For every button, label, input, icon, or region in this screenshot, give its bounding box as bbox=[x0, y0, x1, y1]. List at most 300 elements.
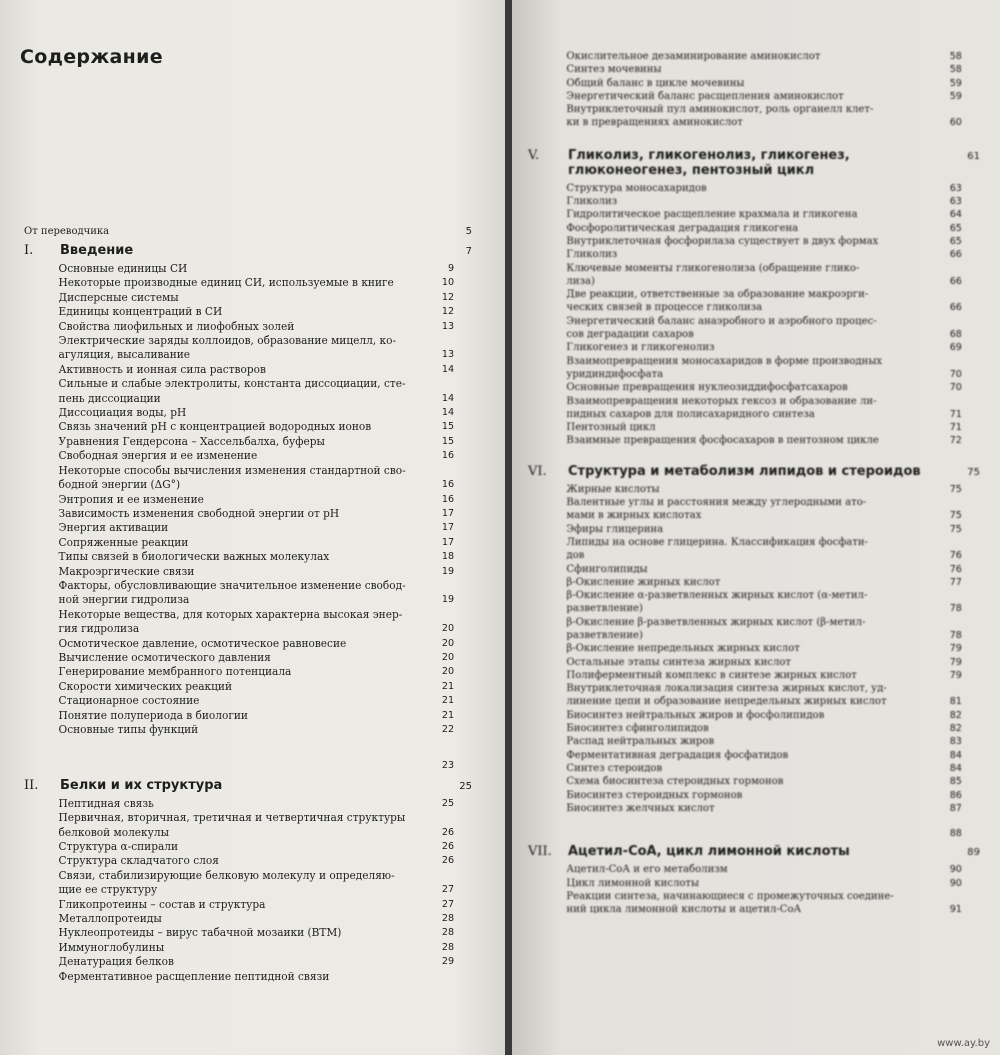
toc-entry bbox=[24, 579, 454, 593]
toc-entry-text: Основные типы функций bbox=[58, 723, 199, 736]
toc-entry-page: 68 bbox=[949, 329, 962, 341]
toc-entry-text: дов bbox=[566, 549, 585, 562]
toc-entry bbox=[528, 275, 962, 288]
toc-entry-text: Синтез мочевины bbox=[566, 63, 662, 76]
chapter-number: V. bbox=[528, 147, 540, 163]
toc-entry-text: ческих связей в процессе гликолиза bbox=[566, 301, 763, 314]
toc-entry-text: Цикл лимонной кислоты bbox=[566, 876, 700, 889]
chapter-page: 89 bbox=[967, 847, 980, 859]
toc-entry-page: 19 bbox=[441, 565, 455, 577]
toc-entry bbox=[528, 616, 962, 629]
toc-entry-text: β-Окисление жирных кислот bbox=[566, 575, 721, 588]
toc-entry bbox=[528, 421, 962, 434]
toc-entry-text: Основные единицы СИ bbox=[58, 262, 188, 275]
toc-entry-page: 87 bbox=[949, 802, 962, 814]
chapter-number: VII. bbox=[528, 844, 552, 860]
toc-entry-page: 18 bbox=[441, 551, 455, 563]
toc-entry-page: 17 bbox=[441, 522, 455, 534]
chapter-title: Ацетил-СоА, цикл лимонной кислоты bbox=[568, 844, 850, 860]
toc-entry-page: 63 bbox=[949, 196, 962, 208]
toc-entry bbox=[528, 890, 962, 903]
chapter-page: 7 bbox=[465, 246, 472, 257]
toc-entry-text: Взаимопревращения некоторых гексоз и образование ли- bbox=[566, 394, 877, 407]
toc-entry-page: 20 bbox=[441, 666, 455, 678]
toc-translator bbox=[24, 226, 472, 237]
toc-entry-text: Эфиры глицерина bbox=[566, 522, 664, 535]
toc-entry-text: Иммуноглобулины bbox=[58, 940, 165, 954]
toc-entry-page: 85 bbox=[949, 776, 962, 788]
toc-chapter bbox=[528, 844, 980, 859]
toc-entry bbox=[24, 680, 454, 694]
toc-entry-page: 15 bbox=[441, 421, 455, 433]
toc-entry bbox=[528, 749, 962, 762]
toc-entry bbox=[528, 722, 962, 735]
toc-entry-text: Электрические заряды коллоидов, образование мицелл, ко- bbox=[58, 334, 397, 348]
toc-entry-page: 69 bbox=[949, 342, 962, 354]
toc-entry-text: ний цикла лимонной кислоты и ацетил-СоА bbox=[566, 903, 802, 916]
toc-entry-text: Металлопротеиды bbox=[58, 912, 162, 926]
toc-entry-page: 20 bbox=[441, 637, 455, 649]
toc-page-number-value: 23 bbox=[441, 760, 455, 772]
toc-entry bbox=[24, 478, 454, 492]
left-toc bbox=[24, 226, 472, 984]
toc-entry-text: Первичная, вторичная, третичная и четвертичная структуры bbox=[58, 811, 406, 825]
toc-entry bbox=[528, 262, 962, 275]
toc-entry-text: Зависимость изменения свободной энергии от pH bbox=[58, 506, 340, 520]
toc-entry bbox=[24, 377, 454, 391]
toc-entry-text: Полиферментный комплекс в синтезе жирных кислот bbox=[566, 668, 857, 681]
toc-entry-text: Связи, стабилизирующие белковую молекулу и определяю- bbox=[58, 868, 395, 882]
toc-entry-text: Внутриклеточная фосфорилаза существует в двух формах bbox=[566, 234, 879, 247]
toc-entry-page: 28 bbox=[441, 927, 455, 939]
toc-entry-page: 21 bbox=[441, 709, 455, 721]
toc-entry-text: Фосфоролитическая деградация гликогена bbox=[566, 221, 799, 234]
toc-entry-page: 9 bbox=[447, 263, 455, 274]
chapter-number: VI. bbox=[528, 463, 547, 479]
toc-entry-text: Стационарное состояние bbox=[58, 694, 200, 708]
toc-entry bbox=[528, 315, 962, 328]
toc-entry-page: 81 bbox=[949, 696, 962, 708]
toc-entry-page: 14 bbox=[441, 392, 455, 404]
toc-entry bbox=[528, 863, 962, 876]
toc-entry bbox=[528, 709, 962, 722]
toc-page-number bbox=[24, 759, 454, 773]
toc-entry-page: 90 bbox=[949, 864, 962, 876]
toc-page-number bbox=[528, 827, 962, 840]
toc-entry-page: 79 bbox=[949, 656, 962, 668]
toc-entry-text: Макроэргические связи bbox=[58, 564, 195, 578]
toc-entry-page: 65 bbox=[949, 222, 962, 234]
toc-entry-text: Гликолиз bbox=[566, 248, 618, 261]
toc-entry-text: Некоторые способы вычисления изменения стандартной сво- bbox=[58, 463, 406, 477]
toc-entry bbox=[24, 291, 454, 305]
toc-entry bbox=[24, 854, 454, 868]
toc-entry-text: Сопряженные реакции bbox=[58, 535, 189, 549]
toc-entry bbox=[528, 523, 962, 536]
toc-entry-page: 58 bbox=[949, 64, 962, 76]
toc-entry bbox=[24, 536, 454, 550]
toc-entry bbox=[24, 883, 454, 897]
toc-entry-text: Биосинтез сфинголипидов bbox=[566, 722, 709, 735]
chapter-title: Введение bbox=[60, 243, 134, 258]
toc-entry-page: 26 bbox=[441, 826, 455, 838]
toc-entry-text: Сильные и слабые электролиты, константа диссоциации, сте- bbox=[58, 377, 406, 391]
toc-entry bbox=[528, 355, 962, 368]
toc-entry-text: Гликопротеины – состав и структура bbox=[58, 897, 266, 911]
toc-entry bbox=[24, 435, 454, 449]
toc-entry bbox=[528, 408, 962, 421]
toc-entry bbox=[24, 406, 454, 420]
toc-entry-text: β-Окисление β-разветвленных жирных кислот (β-метил- bbox=[566, 615, 866, 628]
toc-entry-page: 75 bbox=[949, 510, 962, 522]
toc-entry bbox=[528, 877, 962, 890]
toc-entry bbox=[24, 348, 454, 362]
toc-entry-text: Энергетический баланс расщепления аминокислот bbox=[566, 89, 844, 102]
toc-entry bbox=[24, 449, 454, 463]
chapter-title: Структура и метаболизм липидов и стероидов bbox=[568, 463, 921, 479]
toc-entry-page: 78 bbox=[949, 629, 962, 641]
toc-entry bbox=[24, 723, 454, 737]
toc-entry-text: Биосинтез нейтральных жиров и фосфолипидов bbox=[566, 708, 825, 721]
toc-entry-page: 20 bbox=[441, 623, 455, 635]
toc-entry-page: 59 bbox=[949, 77, 962, 89]
toc-entry bbox=[528, 602, 962, 615]
toc-entry-text: бодной энергии (ΔG°) bbox=[58, 478, 181, 492]
toc-entry-page: 82 bbox=[949, 709, 962, 721]
toc-entry-text: агуляция, высаливание bbox=[58, 348, 191, 362]
toc-entry-page: 12 bbox=[441, 306, 455, 318]
toc-entry bbox=[528, 63, 962, 76]
toc-entry-text: Остальные этапы синтеза жирных кислот bbox=[566, 655, 791, 668]
watermark: www.ay.by bbox=[937, 1038, 990, 1049]
toc-entry-text: Факторы, обусловливающие значительное изменение свобод- bbox=[58, 578, 406, 592]
toc-entry-page: 26 bbox=[441, 855, 455, 867]
toc-entry bbox=[24, 565, 454, 579]
toc-entry-page: 82 bbox=[949, 723, 962, 735]
toc-page-number-value: 88 bbox=[949, 828, 962, 840]
toc-entry bbox=[528, 802, 962, 815]
toc-entry-text: Свободная энергия и ее изменение bbox=[58, 449, 258, 463]
toc-entry-text: Ацетил-СоА и его метаболизм bbox=[566, 863, 728, 876]
toc-entry bbox=[528, 395, 962, 408]
right-toc bbox=[528, 50, 980, 917]
toc-chapter bbox=[24, 243, 472, 258]
toc-entry bbox=[528, 208, 962, 221]
toc-translator-page: 5 bbox=[465, 226, 472, 237]
right-page bbox=[512, 0, 1000, 1055]
toc-entry-text: Осмотическое давление, осмотическое равновесие bbox=[58, 636, 347, 650]
toc-entry-text: Взаимные превращения фосфосахаров в пентозном цикле bbox=[566, 434, 879, 447]
toc-entry bbox=[528, 656, 962, 669]
toc-entry-page: 17 bbox=[441, 536, 455, 548]
toc-entry bbox=[528, 735, 962, 748]
toc-entry-page: 14 bbox=[441, 363, 455, 375]
toc-entry-text: щие ее структуру bbox=[58, 883, 158, 897]
toc-entry-page: 83 bbox=[949, 736, 962, 748]
toc-entry bbox=[528, 589, 962, 602]
toc-entry-text: Структура складчатого слоя bbox=[58, 854, 219, 868]
toc-entry-text: Внутриклеточный пул аминокислот, роль органелл клет- bbox=[566, 103, 874, 116]
toc-entry-page: 84 bbox=[949, 749, 962, 761]
toc-entry-page: 27 bbox=[441, 898, 455, 910]
toc-entry bbox=[528, 368, 962, 381]
toc-entry bbox=[528, 222, 962, 235]
toc-entry bbox=[24, 797, 454, 811]
toc-entry-page: 14 bbox=[441, 407, 455, 419]
toc-entry-page: 66 bbox=[949, 249, 962, 261]
toc-entry-page: 22 bbox=[441, 724, 455, 735]
toc-entry-page: 72 bbox=[949, 435, 962, 447]
toc-entry-text: Биосинтез стероидных гормонов bbox=[566, 788, 743, 801]
chapter-number: I. bbox=[24, 243, 34, 258]
toc-entry-page: 16 bbox=[441, 493, 455, 505]
toc-entry-text: Структура α-спирали bbox=[58, 840, 179, 854]
toc-entry-page: 17 bbox=[441, 507, 455, 519]
toc-entry-page: 15 bbox=[441, 435, 455, 447]
toc-entry bbox=[528, 762, 962, 775]
toc-entry-page: 60 bbox=[949, 117, 962, 129]
toc-entry bbox=[528, 576, 962, 589]
toc-entry bbox=[24, 651, 454, 665]
toc-entry-text: β-Окисление непредельных жирных кислот bbox=[566, 642, 800, 655]
toc-entry-text: Генерирование мембранного потенциала bbox=[58, 665, 292, 679]
toc-entry bbox=[528, 629, 962, 642]
toc-entry-page: 19 bbox=[441, 594, 455, 606]
toc-entry bbox=[24, 363, 454, 377]
toc-entry-text: пень диссоциации bbox=[58, 391, 161, 405]
toc-entry-page: 86 bbox=[949, 789, 962, 801]
toc-entry-text: Нуклеопротеиды – вирус табачной мозаики (ВТМ) bbox=[58, 926, 342, 940]
toc-entry-page: 65 bbox=[949, 235, 962, 247]
toc-entry-page: 20 bbox=[441, 651, 455, 663]
toc-entry-page: 21 bbox=[441, 695, 455, 707]
toc-entry-page: 26 bbox=[441, 841, 455, 853]
toc-entry-text: Некоторые вещества, для которых характерна высокая энер- bbox=[58, 607, 403, 621]
toc-entry-page: 70 bbox=[949, 382, 962, 394]
toc-entry-text: Свойства лиофильных и лиофобных золей bbox=[58, 319, 295, 333]
toc-entry bbox=[528, 381, 962, 394]
toc-entry bbox=[528, 77, 962, 90]
toc-entry-text: Липиды на основе глицерина. Классификация фосфати- bbox=[566, 535, 868, 548]
toc-entry bbox=[528, 483, 962, 496]
toc-entry-page: 16 bbox=[441, 479, 455, 491]
toc-entry-text: разветвление) bbox=[566, 628, 643, 641]
toc-entry bbox=[24, 955, 454, 969]
book-gutter bbox=[505, 0, 512, 1055]
toc-entry-text: гия гидролиза bbox=[58, 622, 140, 636]
toc-entry bbox=[24, 840, 454, 854]
toc-entry-page: 79 bbox=[949, 669, 962, 681]
toc-entry-text: Диссоциация воды, pH bbox=[58, 406, 187, 420]
toc-entry-text: Распад нейтральных жиров bbox=[566, 735, 715, 748]
toc-entry bbox=[528, 682, 962, 695]
toc-entry-page: 12 bbox=[441, 291, 455, 303]
toc-entry bbox=[528, 103, 962, 116]
toc-entry bbox=[24, 926, 454, 940]
toc-entry bbox=[528, 182, 962, 195]
toc-entry bbox=[528, 328, 962, 341]
toc-entry-text: Синтез стероидов bbox=[566, 761, 663, 774]
toc-entry-page: 66 bbox=[949, 302, 962, 314]
toc-entry-text: белковой молекулы bbox=[58, 825, 169, 839]
toc-entry bbox=[528, 536, 962, 549]
toc-entry-page: 25 bbox=[441, 797, 455, 809]
toc-entry-text: Гликолиз bbox=[566, 195, 618, 208]
toc-entry bbox=[528, 116, 962, 129]
toc-entry bbox=[528, 341, 962, 354]
toc-entry-page: 84 bbox=[949, 762, 962, 774]
toc-entry-page: 28 bbox=[441, 941, 455, 953]
chapter-page: 25 bbox=[459, 780, 472, 792]
toc-entry-page: 10 bbox=[441, 277, 455, 289]
toc-entry bbox=[528, 775, 962, 788]
toc-entry bbox=[24, 392, 454, 406]
toc-entry bbox=[24, 593, 454, 607]
toc-entry-text: Пентозный цикл bbox=[566, 421, 656, 434]
toc-entry-page: 76 bbox=[949, 563, 962, 575]
toc-entry-text: Ферментативное расщепление пептидной связи bbox=[58, 969, 330, 983]
toc-entry bbox=[528, 248, 962, 261]
toc-entry-page: 27 bbox=[441, 884, 455, 896]
chapter-page: 61 bbox=[967, 150, 980, 162]
toc-entry bbox=[24, 709, 454, 723]
chapter-number: II. bbox=[24, 777, 39, 793]
toc-entry bbox=[24, 320, 454, 334]
toc-entry-page: 75 bbox=[949, 523, 962, 535]
toc-entry-text: β-Окисление α-разветвленных жирных кислот (α-метил- bbox=[566, 589, 868, 602]
chapter-page: 75 bbox=[967, 466, 980, 478]
toc-entry-page: 13 bbox=[441, 349, 455, 361]
toc-entry-text: Сфинголипиды bbox=[566, 562, 648, 575]
toc-entry-text: сов деградации сахаров bbox=[566, 328, 694, 341]
toc-entry-text: Схема биосинтеза стероидных гормонов bbox=[566, 775, 784, 788]
toc-entry-page: 21 bbox=[441, 680, 455, 692]
toc-entry-page: 78 bbox=[949, 603, 962, 615]
toc-chapter bbox=[528, 464, 980, 479]
toc-entry-page: 66 bbox=[949, 275, 962, 287]
toc-entry-page: 28 bbox=[441, 913, 455, 925]
toc-entry-text: Биосинтез желчных кислот bbox=[566, 801, 715, 814]
toc-entry bbox=[24, 276, 454, 290]
toc-entry bbox=[528, 549, 962, 562]
toc-entry-text: Вычисление осмотического давления bbox=[58, 650, 271, 664]
toc-entry-page: 77 bbox=[949, 576, 962, 588]
toc-entry bbox=[24, 420, 454, 434]
toc-entry-page: 13 bbox=[441, 320, 455, 332]
toc-entry bbox=[528, 50, 962, 63]
toc-entry bbox=[528, 195, 962, 208]
toc-entry-text: Энтропия и ее изменение bbox=[58, 492, 204, 506]
toc-entry bbox=[24, 521, 454, 535]
toc-entry-page: 58 bbox=[949, 51, 962, 62]
toc-entry bbox=[528, 789, 962, 802]
toc-entry-text: Структура моносахаридов bbox=[566, 181, 707, 194]
toc-entry bbox=[24, 262, 454, 276]
toc-entry bbox=[24, 507, 454, 521]
toc-entry bbox=[24, 622, 454, 636]
toc-entry bbox=[528, 301, 962, 314]
toc-entry-text: Связь значений pH с концентрацией водородных ионов bbox=[58, 420, 372, 434]
toc-chapter bbox=[24, 778, 472, 793]
toc-entry-page: 71 bbox=[949, 422, 962, 434]
toc-entry bbox=[24, 493, 454, 507]
toc-entry-text: Основные превращения нуклеозиддифосфатсахаров bbox=[566, 381, 848, 394]
toc-entry-page: 79 bbox=[949, 643, 962, 655]
toc-entry bbox=[528, 434, 962, 447]
toc-entry-page: 64 bbox=[949, 209, 962, 221]
toc-entry-text: мами в жирных кислотах bbox=[566, 509, 702, 522]
toc-entry-page: 71 bbox=[949, 408, 962, 420]
toc-chapter bbox=[528, 148, 980, 178]
toc-entry-text: Энергетический баланс анаэробного и аэробного процес- bbox=[566, 314, 877, 327]
toc-entry bbox=[24, 464, 454, 478]
toc-translator-text: От переводчика bbox=[24, 226, 110, 237]
toc-entry bbox=[24, 970, 454, 984]
toc-entry-page: 59 bbox=[949, 90, 962, 102]
toc-entry bbox=[24, 826, 454, 840]
toc-entry bbox=[528, 90, 962, 103]
toc-entry-text: Энергия активации bbox=[58, 521, 169, 535]
chapter-title: Гликолиз, гликогенолиз, гликогенез, глюконеогенез, пентозный цикл bbox=[568, 147, 850, 178]
toc-entry bbox=[528, 288, 962, 301]
toc-entry-text: ки в превращениях аминокислот bbox=[566, 116, 743, 129]
toc-entry-text: Единицы концентраций в СИ bbox=[58, 305, 223, 319]
toc-entry-text: лиза) bbox=[566, 274, 595, 287]
toc-entry bbox=[24, 898, 454, 912]
toc-entry-text: Жирные кислоты bbox=[566, 482, 660, 495]
toc-entry-text: Скорости химических реакций bbox=[58, 679, 232, 693]
toc-entry-text: Ключевые моменты гликогенолиза (обращение глико- bbox=[566, 261, 860, 274]
toc-entry-text: Некоторые производные единиц СИ, используемые в книге bbox=[58, 276, 394, 290]
toc-entry-text: Понятие полупериода в биологии bbox=[58, 708, 248, 722]
toc-entry bbox=[24, 694, 454, 708]
toc-entry-text: Внутриклеточная локализация синтеза жирных кислот, уд- bbox=[566, 682, 887, 695]
toc-entry-text: ной энергии гидролиза bbox=[58, 593, 190, 607]
toc-entry bbox=[528, 642, 962, 655]
toc-entry-text: Две реакции, ответственные за образование макроэрги- bbox=[566, 288, 869, 301]
toc-entry-page: 16 bbox=[441, 450, 455, 462]
toc-entry-text: Типы связей в биологически важных молекулах bbox=[58, 550, 330, 564]
toc-entry bbox=[24, 334, 454, 348]
toc-entry-text: Реакции синтеза, начинающиеся с промежуточных соедине- bbox=[566, 890, 894, 903]
toc-entry-text: уридиндифосфата bbox=[566, 367, 664, 380]
toc-entry bbox=[528, 669, 962, 682]
toc-entry-page: 29 bbox=[441, 956, 455, 968]
toc-entry-text: Дисперсные системы bbox=[58, 290, 179, 304]
toc-entry-text: Гидролитическое расщепление крахмала и гликогена bbox=[566, 208, 858, 221]
toc-entry bbox=[24, 869, 454, 883]
toc-entry-page: 91 bbox=[949, 904, 962, 916]
toc-entry bbox=[24, 941, 454, 955]
toc-entry-text: Гликогенез и гликогенолиз bbox=[566, 341, 715, 354]
toc-entry bbox=[528, 563, 962, 576]
toc-entry bbox=[24, 637, 454, 651]
toc-entry-page: 70 bbox=[949, 368, 962, 380]
toc-entry-text: пидных сахаров для полисахаридного синтеза bbox=[566, 407, 815, 420]
toc-entry bbox=[528, 496, 962, 509]
toc-entry-text: Валентные углы и расстояния между углеродными ато- bbox=[566, 496, 867, 509]
toc-entry bbox=[528, 235, 962, 248]
toc-entry-text: Денатурация белков bbox=[58, 955, 174, 969]
toc-entry bbox=[528, 509, 962, 522]
toc-entry-text: разветвление) bbox=[566, 602, 643, 615]
toc-entry bbox=[24, 608, 454, 622]
toc-entry-text: Ферментативная деградация фосфатидов bbox=[566, 748, 789, 761]
chapter-title: Белки и их структура bbox=[60, 777, 223, 793]
toc-entry-text: Уравнения Гендерсона – Хассельбалха, буферы bbox=[58, 434, 325, 448]
toc-entry bbox=[24, 912, 454, 926]
toc-entry-text: Окислительное дезаминирование аминокислот bbox=[566, 50, 821, 62]
